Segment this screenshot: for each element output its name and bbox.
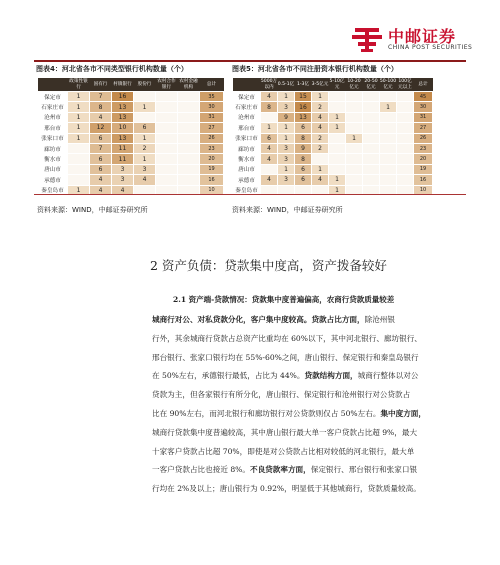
fig4-table	[37, 78, 224, 196]
table-cell	[363, 143, 380, 153]
table-cell	[156, 143, 178, 153]
row-total: 23	[414, 143, 433, 153]
table-cell: 8	[261, 102, 278, 112]
table-cell: 4	[261, 175, 278, 185]
row-city: 承德市	[38, 175, 68, 185]
body-text: 行均在 2%及以上；唐山银行为 0.92%，明显低于其他城商行，贷款质量较高。	[152, 484, 421, 494]
table-cell: 3	[134, 164, 156, 174]
fig5-title: 图表5：河北省各市不同注册资本银行机构数量（个）	[232, 65, 398, 73]
table-cell	[178, 154, 200, 164]
table-cell: 7	[90, 143, 112, 153]
table-cell: 1	[134, 154, 156, 164]
brand-name-en: CHINA POST SECURITIES	[388, 44, 473, 51]
table-cell: 1	[329, 123, 346, 133]
table-cell	[329, 154, 346, 164]
table-cell: 3	[278, 102, 295, 112]
row-total: 26	[200, 133, 224, 143]
table-cell: 6	[261, 133, 278, 143]
fig5-col-header: 50-100亿元	[379, 79, 397, 90]
fig4-source: 资料来源：WIND，中邮证券研究所	[37, 206, 148, 214]
table-cell	[397, 133, 414, 143]
fig5-col-header: 1-3亿	[295, 78, 312, 92]
row-total: 27	[414, 123, 433, 133]
table-cell: 1	[278, 164, 295, 174]
row-total: 10	[200, 185, 224, 195]
row-city: 张家口市	[38, 133, 68, 143]
fig5-col-header: 0.5-1亿	[278, 78, 295, 92]
table-cell	[261, 112, 278, 122]
table-cell: 12	[90, 123, 112, 133]
body-line	[152, 367, 470, 386]
emphasis-text: 贷款占比方面，	[311, 315, 365, 324]
table-cell	[380, 133, 397, 143]
row-city: 沧州市	[233, 112, 261, 122]
table-cell	[346, 175, 363, 185]
table-cell	[156, 92, 178, 102]
table-cell: 3	[278, 143, 295, 153]
fig5-col-header: 100亿元以上	[398, 79, 412, 90]
table-cell	[134, 112, 156, 122]
fig4-col-header: 国有行	[90, 78, 112, 92]
table-cell: 7	[90, 92, 112, 102]
row-city: 衡水市	[38, 154, 68, 164]
row-city: 秦皇岛市	[233, 185, 261, 195]
table-cell: 1	[68, 133, 90, 143]
table-cell: 1	[261, 123, 278, 133]
table-cell	[380, 143, 397, 153]
table-row	[233, 175, 433, 185]
table-cell	[346, 154, 363, 164]
table-cell: 8	[90, 102, 112, 112]
row-total: 16	[414, 175, 433, 185]
fig5-col-header	[233, 78, 261, 92]
table-cell	[178, 175, 200, 185]
body-text: 十家客户贷款占比超 70%，即使是对公贷款占比相对较低的河北银行，最大单	[152, 446, 415, 456]
table-cell	[397, 112, 414, 122]
body-text: 比在 90%左右，而河北银行和廊坊银行对公贷款则仅占 50%左右。	[152, 408, 381, 418]
table-cell	[156, 112, 178, 122]
body-line	[152, 386, 470, 405]
body-line	[152, 443, 470, 462]
table-row	[233, 92, 433, 102]
fig4-col-header: 村镇银行	[112, 78, 134, 92]
table-cell	[156, 133, 178, 143]
table-cell: 1	[278, 133, 295, 143]
table-cell: 4	[261, 92, 278, 102]
body-text: 一客户贷款占比也接近 8%。	[152, 465, 250, 475]
row-city: 保定市	[38, 92, 68, 102]
fig5-col-header: 总计	[414, 78, 433, 92]
table-cell	[380, 123, 397, 133]
table-cell: 6	[295, 175, 312, 185]
emphasis-text: 集中度方面，	[380, 408, 426, 418]
table-cell	[363, 102, 380, 112]
row-city: 秦皇岛市	[38, 185, 68, 195]
row-city: 唐山市	[233, 164, 261, 174]
body-text: 行外，其余城商行贷款占总资产比重均在 60%以下，其中河北银行、廊坊银行、	[152, 333, 422, 343]
row-city: 承德市	[233, 175, 261, 185]
table-cell: 16	[112, 92, 134, 102]
row-total: 19	[200, 164, 224, 174]
fig4-col-header: 农村金融机构	[179, 79, 198, 90]
table-cell: 13	[112, 102, 134, 112]
row-total: 45	[414, 92, 433, 102]
table-bottom-rule	[34, 194, 466, 195]
row-city: 廊坊市	[233, 143, 261, 153]
body-line	[152, 405, 470, 424]
table-row	[38, 102, 224, 112]
fig5-col-header: 5-10亿元	[329, 79, 345, 90]
table-cell: 6	[90, 154, 112, 164]
table-cell	[178, 102, 200, 112]
table-cell: 1	[278, 92, 295, 102]
table-cell: 1	[329, 175, 346, 185]
table-cell	[134, 92, 156, 102]
body-line	[152, 424, 470, 443]
fig4-title: 图表4：河北省各市不同类型银行机构数量（个）	[36, 65, 188, 73]
table-cell	[68, 175, 90, 185]
table-cell	[363, 133, 380, 143]
brand-logo	[352, 24, 482, 56]
table-cell: 13	[295, 112, 312, 122]
fig4-col-header: 农村合作银行	[157, 79, 176, 90]
fig5-col-header: 10-20亿元	[347, 79, 361, 90]
table-cell: 6	[90, 133, 112, 143]
table-cell	[363, 92, 380, 102]
fig5-col-header: 20-50亿元	[364, 79, 378, 90]
row-city: 邢台市	[38, 123, 68, 133]
table-row	[38, 112, 224, 122]
table-cell: 2	[312, 143, 329, 153]
table-cell: 3	[112, 175, 134, 185]
fig4-header-row	[38, 78, 224, 92]
table-cell: 6	[295, 164, 312, 174]
emphasis-text: 不良贷款率方面，	[250, 465, 311, 475]
table-row	[38, 164, 224, 174]
table-cell	[156, 123, 178, 133]
table-cell: 1	[68, 102, 90, 112]
table-cell: 3	[278, 154, 295, 164]
body-text: 保定银行、邢台银行和张家口银	[310, 465, 418, 475]
china-post-logo-icon	[352, 24, 382, 54]
fig5-table	[232, 78, 433, 196]
table-cell: 11	[112, 143, 134, 153]
table-cell	[329, 92, 346, 102]
table-cell	[68, 154, 90, 164]
table-cell: 1	[380, 102, 397, 112]
fig5-source: 资料来源：WIND，中邮证券研究所	[232, 206, 343, 214]
row-total: 30	[200, 102, 224, 112]
table-cell: 6	[295, 123, 312, 133]
table-cell: 6	[90, 164, 112, 174]
table-cell: 16	[295, 102, 312, 112]
table-row	[38, 175, 224, 185]
row-total: 27	[200, 123, 224, 133]
emphasis-text: 城商行对公、对私贷款分化，客户集中度较高。	[152, 315, 312, 324]
table-cell: 8	[295, 154, 312, 164]
table-cell: 13	[112, 133, 134, 143]
table-cell: 4	[312, 175, 329, 185]
row-city: 唐山市	[38, 164, 68, 174]
table-cell	[380, 164, 397, 174]
table-cell	[363, 175, 380, 185]
table-cell	[397, 175, 414, 185]
body-line	[152, 330, 470, 349]
row-city: 沧州市	[38, 112, 68, 122]
fig5-col-header: 3-5亿元	[312, 78, 329, 92]
table-cell: 1	[134, 102, 156, 112]
table-row	[233, 143, 433, 153]
table-cell	[397, 143, 414, 153]
table-cell	[178, 143, 200, 153]
table-cell: 2	[134, 143, 156, 153]
body-paragraph	[152, 311, 470, 499]
table-row	[233, 112, 433, 122]
row-total: 30	[414, 102, 433, 112]
table-cell	[156, 102, 178, 112]
row-total: 16	[200, 175, 224, 185]
row-total: 31	[200, 112, 224, 122]
table-cell: 4	[90, 175, 112, 185]
fig4-col-header: 政策性银行	[69, 79, 88, 90]
table-cell	[261, 164, 278, 174]
table-cell	[329, 164, 346, 174]
row-city: 石家庄市	[233, 102, 261, 112]
table-row	[233, 164, 433, 174]
table-row	[233, 102, 433, 112]
table-cell: 10	[112, 123, 134, 133]
table-cell	[68, 164, 90, 174]
table-cell	[329, 143, 346, 153]
table-cell	[156, 154, 178, 164]
fig5-header-row	[233, 78, 433, 92]
row-city: 邢台市	[233, 123, 261, 133]
row-total: 31	[414, 112, 433, 122]
table-cell: 2	[312, 133, 329, 143]
table-cell: 9	[295, 143, 312, 153]
subsection-title: 2.1 资产端-贷款情况：贷款集中度普遍偏高，农商行贷款质量较差	[173, 295, 395, 304]
table-cell: 6	[134, 123, 156, 133]
row-total: 10	[414, 185, 433, 195]
table-cell: 4	[261, 143, 278, 153]
table-row	[233, 154, 433, 164]
table-row	[38, 92, 224, 102]
table-row	[38, 133, 224, 143]
table-cell	[329, 133, 346, 143]
body-text: 除沧州银	[364, 315, 395, 324]
row-city: 保定市	[233, 92, 261, 102]
table-cell	[346, 102, 363, 112]
table-cell: 2	[312, 102, 329, 112]
table-cell	[380, 112, 397, 122]
table-row	[38, 154, 224, 164]
table-cell	[178, 164, 200, 174]
table-cell: 1	[134, 133, 156, 143]
emphasis-text: 贷款结构方面，	[304, 371, 358, 381]
fig5-col-header: 5000万以内	[260, 79, 278, 90]
table-cell	[346, 92, 363, 102]
table-cell: 1	[68, 123, 90, 133]
row-total: 23	[200, 143, 224, 153]
body-text: 城商行整体以对公	[357, 371, 419, 381]
table-cell	[363, 164, 380, 174]
row-total: 20	[200, 154, 224, 164]
table-cell	[397, 154, 414, 164]
table-cell	[178, 112, 200, 122]
body-text: 在 50%左右，承德银行最低，占比为 44%。	[152, 371, 305, 381]
table-cell	[346, 143, 363, 153]
row-total: 19	[414, 164, 433, 174]
row-total: 20	[414, 154, 433, 164]
table-row	[233, 133, 433, 143]
fig4-col-header: 股份行	[134, 78, 156, 92]
table-cell	[397, 164, 414, 174]
table-cell: 13	[112, 112, 134, 122]
table-row	[38, 123, 224, 133]
fig4-col-header	[38, 78, 68, 92]
row-city: 石家庄市	[38, 102, 68, 112]
table-row	[233, 123, 433, 133]
table-cell	[363, 154, 380, 164]
table-cell	[312, 154, 329, 164]
table-cell	[397, 123, 414, 133]
table-cell	[156, 164, 178, 174]
row-city: 廊坊市	[38, 143, 68, 153]
body-text: 邢台银行、张家口银行均在 55%-60%之间，唐山银行、保定银行和秦皇岛银行	[152, 352, 419, 362]
table-row	[38, 143, 224, 153]
table-cell: 11	[112, 154, 134, 164]
table-cell	[178, 123, 200, 133]
body-text: 贷款为主，但各家银行有所分化，唐山银行、保定银行和沧州银行对公贷款占	[152, 390, 411, 400]
table-cell: 8	[295, 133, 312, 143]
table-cell: 4	[134, 175, 156, 185]
body-line	[152, 461, 470, 480]
body-line	[152, 349, 470, 368]
table-cell: 1	[346, 133, 363, 143]
body-line	[152, 311, 470, 330]
table-cell	[363, 123, 380, 133]
table-cell	[380, 175, 397, 185]
table-cell: 4	[90, 185, 112, 195]
table-cell: 3	[278, 175, 295, 185]
fig4-col-header: 总计	[200, 78, 224, 92]
table-cell: 4	[112, 185, 134, 195]
table-cell	[397, 102, 414, 112]
table-cell	[346, 164, 363, 174]
table-cell: 1	[312, 92, 329, 102]
row-total: 26	[414, 133, 433, 143]
table-cell	[363, 112, 380, 122]
body-line	[152, 480, 470, 499]
table-cell: 1	[68, 185, 90, 195]
table-cell: 4	[312, 123, 329, 133]
table-cell: 1	[329, 185, 346, 195]
row-total: 35	[200, 92, 224, 102]
table-cell	[397, 92, 414, 102]
table-cell: 4	[312, 112, 329, 122]
body-text: 城商行贷款集中度普遍较高，其中唐山银行最大单一客户贷款占比超 9%，最大	[152, 427, 418, 437]
table-cell: 15	[295, 92, 312, 102]
table-cell: 4	[261, 154, 278, 164]
table-cell: 1	[68, 92, 90, 102]
table-cell	[380, 154, 397, 164]
table-cell	[156, 175, 178, 185]
row-city: 衡水市	[233, 154, 261, 164]
table-cell	[380, 92, 397, 102]
table-cell	[346, 123, 363, 133]
table-cell: 3	[112, 164, 134, 174]
brand-name-cn: 中邮证券	[388, 27, 457, 46]
top-rule	[34, 60, 466, 62]
section-title: 2 资产负债：贷款集中度高，资产拨备较好	[150, 258, 387, 273]
table-cell	[178, 133, 200, 143]
row-city: 张家口市	[233, 133, 261, 143]
table-cell: 1	[312, 164, 329, 174]
table-cell: 9	[278, 112, 295, 122]
table-cell	[178, 92, 200, 102]
table-cell	[68, 143, 90, 153]
table-cell: 1	[278, 123, 295, 133]
table-cell: 4	[90, 112, 112, 122]
table-cell	[346, 112, 363, 122]
table-cell: 1	[68, 112, 90, 122]
table-cell: 1	[329, 112, 346, 122]
table-cell	[329, 102, 346, 112]
